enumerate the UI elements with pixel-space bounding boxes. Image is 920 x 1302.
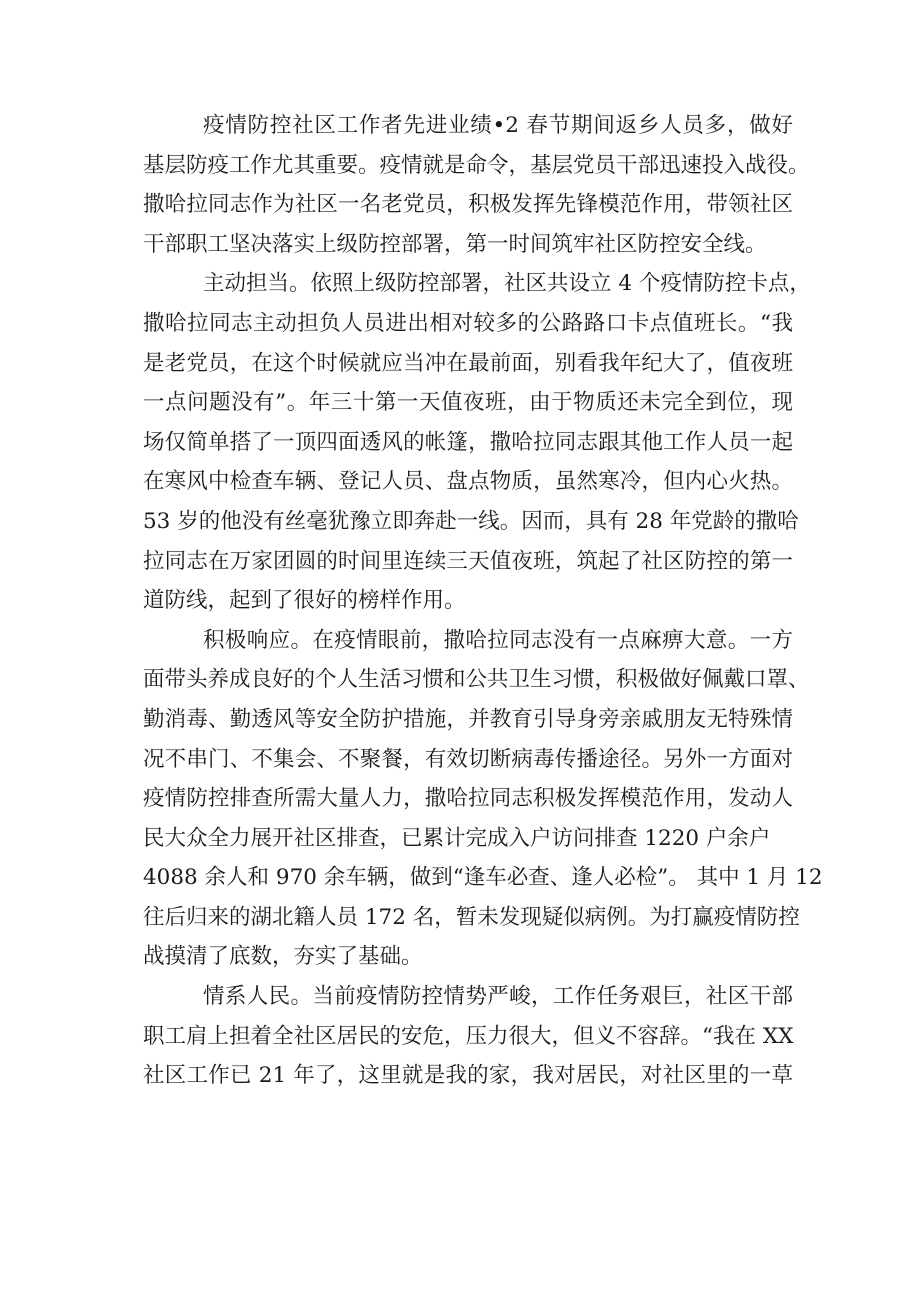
paragraph-initiative <box>143 264 811 620</box>
text-line: 基层防疫工作尤其重要。疫情就是命令，基层党员干部迅速投入战役。 <box>143 152 810 178</box>
text-line: 是老党员，在这个时候就应当冲在最前面，别看我年纪大了，值夜班 <box>143 350 793 376</box>
text-line: 一点问题没有”。年三十第一天值夜班，由于物质还未完全到位，现 <box>143 390 793 416</box>
text-line: 4088 余人和 970 余车辆，做到“逢车必查、逢人必检”。 其中 1 月 12 <box>143 865 823 891</box>
text-line: 疫情防控排查所需大量人力，撒哈拉同志积极发挥模范作用，发动人 <box>143 786 793 812</box>
text-line: 道防线，起到了很好的榜样作用。 <box>143 588 466 614</box>
text-line: 积极响应。在疫情眼前，撒哈拉同志没有一点麻痹大意。一方 <box>203 627 793 653</box>
text-line: 况不串门、不集会、不聚餐，有效切断病毒传播途径。另外一方面对 <box>143 746 793 772</box>
paragraph-people <box>143 977 793 1096</box>
text-line: 场仅简单搭了一顶四面透风的帐篷，撒哈拉同志跟其他工作人员一起 <box>143 429 793 455</box>
paragraph-response <box>143 621 823 977</box>
text-line: 往后归来的湖北籍人员 172 名，暂未发现疑似病例。为打赢疫情防控 <box>143 904 800 930</box>
text-line: 撒哈拉同志主动担负人员进出相对较多的公路路口卡点值班长。“我 <box>143 310 793 336</box>
text-line: 在寒风中检查车辆、登记人员、盘点物质，虽然寒冷，但内心火热。 <box>143 469 793 495</box>
text-line: 53 岁的他没有丝毫犹豫立即奔赴一线。因而，具有 28 年党龄的撒哈 <box>143 508 799 534</box>
text-line: 拉同志在万家团圆的时间里连续三天值夜班，筑起了社区防控的第一 <box>143 548 793 574</box>
text-line: 勤消毒、勤透风等安全防护措施，并教育引导身旁亲戚朋友无特殊情 <box>143 706 793 732</box>
text-line: 主动担当。依照上级防控部署，社区共设立 4 个疫情防控卡点， <box>203 271 811 297</box>
document-body <box>143 106 823 1096</box>
text-line: 疫情防控社区工作者先进业绩•2 春节期间返乡人员多，做好 <box>203 113 793 138</box>
text-line: 面带头养成良好的个人生活习惯和公共卫生习惯，积极做好佩戴口罩、 <box>143 667 810 693</box>
text-line: 战摸清了底数，夯实了基础。 <box>143 944 423 970</box>
paragraph-intro <box>143 106 810 264</box>
text-line: 民大众全力展开社区排查，已累计完成入户访问排查 1220 户余户 <box>143 825 771 851</box>
text-line: 撒哈拉同志作为社区一名老党员，积极发挥先锋模范作用，带领社区 <box>143 192 793 218</box>
text-line: 情系人民。当前疫情防控情势严峻，工作任务艰巨，社区干部 <box>203 984 793 1010</box>
text-line: 干部职工坚决落实上级防控部署，第一时间筑牢社区防控安全线。 <box>143 231 767 257</box>
text-line: 社区工作已 21 年了，这里就是我的家，我对居民，对社区里的一草 <box>143 1063 793 1089</box>
text-line: 职工肩上担着全社区居民的安危，压力很大，但义不容辞。“我在 XX <box>143 1023 794 1049</box>
